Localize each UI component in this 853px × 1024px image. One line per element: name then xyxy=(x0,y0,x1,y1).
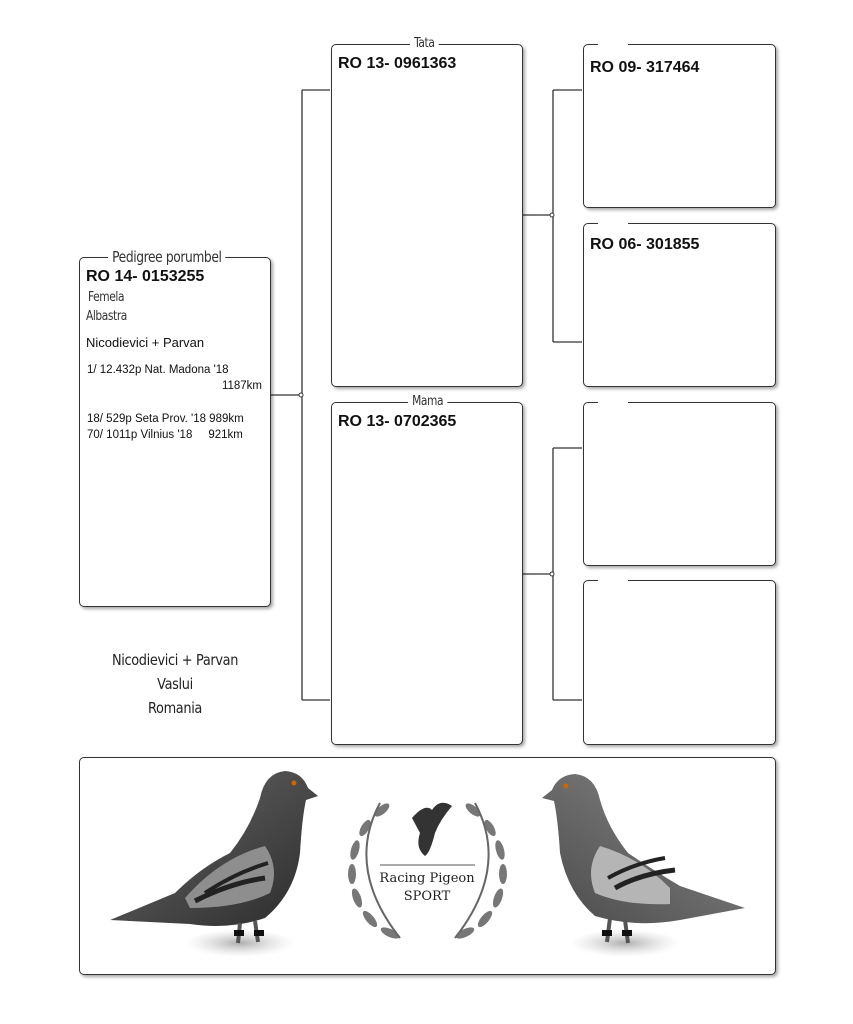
sire-ring-number: RO 13- 0961363 xyxy=(338,55,457,72)
subject-result-1: 1/ 12.432p Nat. Madona '18 xyxy=(87,364,229,376)
sire-dam-ring-number: RO 06- 301855 xyxy=(590,236,700,253)
breeder-name: Nicodievici + Parvan xyxy=(111,651,239,669)
subject-ring-number: RO 14- 0153255 xyxy=(86,268,205,285)
logo-text-line2: SPORT xyxy=(403,889,451,904)
subject-legend: Pedigree porumbel xyxy=(108,247,226,267)
breeder-city: Vaslui xyxy=(157,675,193,693)
dam-ring-number: RO 13- 0702365 xyxy=(338,413,457,430)
logo-text-line1: Racing Pigeon xyxy=(379,871,475,886)
subject-sex: Femela xyxy=(88,290,125,305)
subject-card xyxy=(79,248,271,607)
dam-dam-legend-gap xyxy=(598,570,628,582)
dam-sire-card xyxy=(583,402,776,566)
racing-pigeon-logo xyxy=(348,801,507,941)
dam-sire-legend-gap xyxy=(598,392,628,404)
dam-card xyxy=(331,394,523,745)
sire-sire-legend-gap xyxy=(598,34,628,46)
dam-legend: Mama xyxy=(408,392,447,412)
banner-art xyxy=(80,758,775,974)
subject-result-2: 18/ 529p Seta Prov. '18 989km xyxy=(87,413,244,425)
right-pigeon-icon xyxy=(542,774,745,957)
breeder-country: Romania xyxy=(147,699,202,717)
subject-owner: Nicodievici + Parvan xyxy=(86,335,205,350)
sire-dam-legend-gap xyxy=(598,213,628,225)
banner xyxy=(79,757,776,975)
left-pigeon-icon xyxy=(110,771,318,957)
sire-sire-card xyxy=(583,44,776,208)
sire-legend: Tata xyxy=(410,34,439,54)
dam-dam-card xyxy=(583,580,776,745)
sire-dam-card xyxy=(583,223,776,387)
subject-result-1-km: 1187km xyxy=(221,380,262,392)
breeder-info xyxy=(80,648,270,720)
subject-color: Albastra xyxy=(86,309,127,324)
sire-sire-ring-number: RO 09- 317464 xyxy=(590,59,700,76)
sire-card xyxy=(331,36,523,387)
subject-result-3: 70/ 1011p Vilnius '18 921km xyxy=(87,429,243,441)
